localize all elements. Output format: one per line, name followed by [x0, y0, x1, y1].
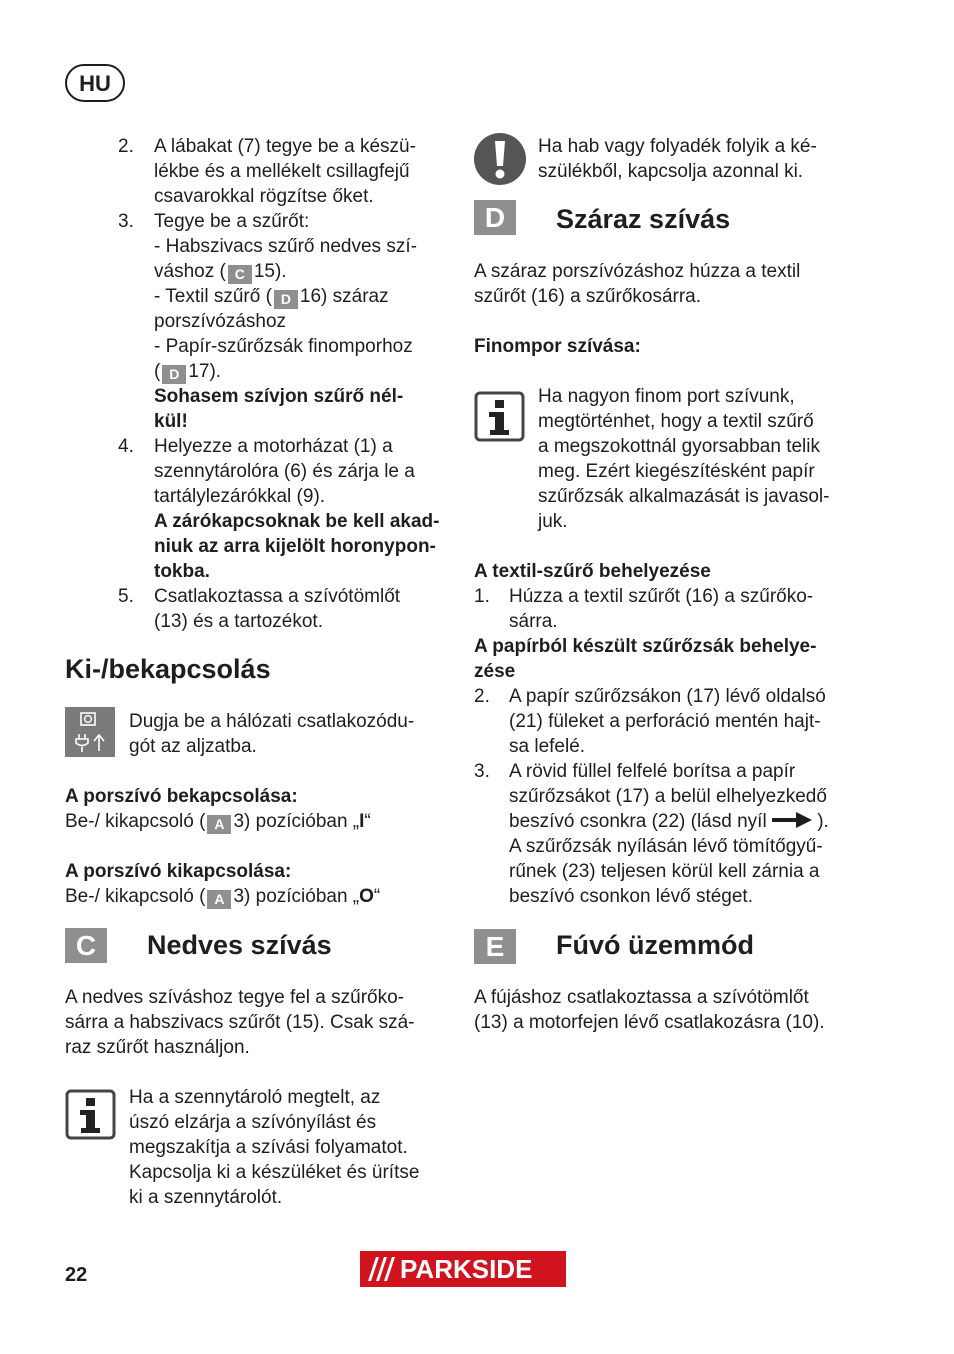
language-badge: HU	[65, 64, 125, 102]
step-text-line	[154, 359, 417, 384]
text-line: meg. Ezért kiegészítésként papír	[538, 461, 815, 482]
note-line: tokba.	[154, 561, 210, 582]
text-line: sárra a habszivacs szűrőt (15). Csak szá-	[65, 1012, 415, 1033]
text-fragment: Be-/ kikapcsoló (	[65, 886, 206, 907]
step-text-line: (13) és a tartozékot.	[154, 611, 323, 632]
step-number: 5.	[118, 586, 134, 607]
brand-name: PARKSIDE	[400, 1253, 533, 1284]
figure-tag: D	[162, 365, 186, 384]
text-line: juk.	[538, 511, 568, 532]
dry-info	[538, 384, 829, 534]
section-title-dry: Száraz szívás	[556, 204, 731, 234]
step-text-line: csavarokkal rögzítse őket.	[154, 186, 374, 207]
blow-text	[474, 985, 825, 1035]
section-title-onoff: Ki-/bekapcsolás	[65, 654, 271, 684]
subheading-textile-filter: A textil-szűrő behelyezése	[474, 561, 711, 582]
subheading-paper-bag	[474, 634, 816, 684]
text-line: Dugja be a hálózati csatlakozódu-	[129, 711, 415, 732]
step-text-line: sárra.	[509, 611, 558, 632]
info-icon	[65, 1089, 116, 1140]
text-fragment: 3) pozícióban „	[233, 886, 360, 907]
text-line: szűrőzsák alkalmazását is javasol-	[538, 486, 830, 507]
text-line: Ha hab vagy folyadék folyik a ké-	[538, 136, 817, 157]
step-number: 2.	[118, 136, 134, 157]
brand-logo	[360, 1251, 566, 1287]
logo-stripes-icon	[360, 1251, 398, 1287]
text-line: a megszokottnál gyorsabban telik	[538, 436, 820, 457]
info-icon	[474, 391, 525, 442]
step-text-line: A lábakat (7) tegye be a készü-	[154, 136, 416, 157]
dry-text	[474, 259, 800, 309]
step-text-line: Helyezze a motorházat (1) a	[154, 436, 393, 457]
text-fragment: (	[154, 361, 161, 382]
step-number: 4.	[118, 436, 134, 457]
step-text-line: A rövid füllel felfelé borítsa a papír	[509, 761, 796, 782]
text-fragment: “	[364, 811, 371, 832]
text-fragment: ).	[817, 811, 829, 832]
step-text-line: Húzza a textil szűrőt (16) a szűrőko-	[509, 586, 814, 607]
step-number: 3.	[118, 211, 134, 232]
text-line: gót az aljzatba.	[129, 736, 257, 757]
text-line: Kapcsolja ki a készüléket és ürítse	[129, 1162, 420, 1183]
step-text-line	[154, 259, 417, 284]
step-text-line: A szűrőzsák nyílásán lévő tömítőgyű-	[509, 836, 823, 857]
text-line: úszó elzárja a szívónyílást és	[129, 1112, 377, 1133]
text-fragment: - Textil szűrő (	[154, 286, 272, 307]
text-fragment: 3) pozícióban „	[233, 811, 360, 832]
text-line: megtörténhet, hogy a textil szűrő	[538, 411, 814, 432]
step-text-line: - Habszivacs szűrő nedves szí-	[154, 236, 417, 257]
warning-line: Sohasem szívjon szűrő nél-	[154, 386, 404, 407]
section-title-wet: Nedves szívás	[147, 930, 332, 960]
step-text-line: sa lefelé.	[509, 736, 586, 757]
step-text-line: - Papír-szűrőzsák finomporhoz	[154, 336, 413, 357]
step-text-line: tartálylezárókkal (9).	[154, 486, 326, 507]
subheading: A porszívó kikapcsolása:	[65, 861, 292, 882]
step-text-line: Tegye be a szűrőt:	[154, 211, 310, 232]
figure-tag: D	[274, 290, 298, 309]
text-fragment: 15).	[253, 261, 287, 282]
section-letter-d: D	[474, 200, 516, 235]
plug-instruction	[129, 709, 414, 759]
section-letter-e: E	[474, 929, 516, 964]
text-line: raz szűrőt használjon.	[65, 1037, 250, 1058]
text-line: A nedves szíváshoz tegye fel a szűrőko-	[65, 987, 405, 1008]
text-line: szülékből, kapcsolja azonnal ki.	[538, 161, 804, 182]
text-line: Ha nagyon finom port szívunk,	[538, 386, 795, 407]
text-fragment: beszívó csonkra (22) (lásd nyíl	[509, 811, 767, 832]
switch-position: O	[359, 886, 374, 907]
step-number: 1.	[474, 586, 490, 607]
figure-tag: A	[207, 890, 231, 909]
switch-on-block	[65, 784, 371, 834]
step-text-line: rűnek (23) teljesen körül kell zárnia a	[509, 861, 820, 882]
text-fragment: Be-/ kikapcsoló (	[65, 811, 206, 832]
step-text-line: (21) füleket a perforáció mentén hajt-	[509, 711, 821, 732]
warning-text	[538, 134, 817, 184]
text-fragment: váshoz (	[154, 261, 226, 282]
warning-line: kül!	[154, 411, 188, 432]
note-line: A zárókapcsoknak be kell akad-	[154, 511, 440, 532]
warning-icon	[473, 132, 527, 186]
text-line: A fújáshoz csatlakoztassa a szívótömlőt	[474, 987, 809, 1008]
plug-icon	[65, 707, 115, 757]
text-line: (13) a motorfejen lévő csatlakozásra (10).	[474, 1012, 825, 1033]
wet-info	[129, 1085, 419, 1210]
page-number: 22	[65, 1264, 88, 1286]
note-line: niuk az arra kijelölt horonypon-	[154, 536, 436, 557]
text-line	[65, 884, 380, 909]
text-line: ki a szennytárolót.	[129, 1187, 283, 1208]
text-fragment: 17).	[188, 361, 222, 382]
figure-tag: A	[207, 815, 231, 834]
subheading-fine-dust: Finompor szívása:	[474, 336, 641, 357]
step-text-line: szűrőzsákot (17) a belül elhelyezkedő	[509, 786, 827, 807]
switch-position: I	[359, 811, 365, 832]
wet-text	[65, 985, 415, 1060]
step-text-line: Csatlakoztassa a szívótömlőt	[154, 586, 401, 607]
text-fragment: 16) száraz	[299, 286, 389, 307]
step-number: 3.	[474, 761, 490, 782]
subheading-line: A papírból készült szűrőzsák behelye-	[474, 636, 817, 657]
step-text-line: szennytárolóra (6) és zárja le a	[154, 461, 415, 482]
step-text-line: lékbe és a mellékelt csillagfejű	[154, 161, 410, 182]
step-text-line: porszívózáshoz	[154, 311, 287, 332]
step-text-line	[509, 809, 829, 834]
text-line: A száraz porszívózáshoz húzza a textil	[474, 261, 801, 282]
text-fragment: “	[373, 886, 381, 907]
figure-tag: C	[228, 265, 252, 284]
step-number: 2.	[474, 686, 490, 707]
text-line	[65, 809, 371, 834]
text-line: szűrőt (16) a szűrőkosárra.	[474, 286, 702, 307]
subheading-line: zése	[474, 661, 516, 682]
section-letter-c: C	[65, 928, 107, 963]
text-line: Ha a szennytároló megtelt, az	[129, 1087, 381, 1108]
text-line: megszakítja a szívási folyamatot.	[129, 1137, 408, 1158]
step-text-line: beszívó csonkon lévő stéget.	[509, 886, 753, 907]
section-title-blow: Fúvó üzemmód	[556, 930, 755, 960]
subheading: A porszívó bekapcsolása:	[65, 786, 298, 807]
switch-off-block	[65, 859, 380, 909]
step-text-line	[154, 284, 417, 309]
arrow-right-icon	[772, 810, 812, 835]
step-text-line: A papír szűrőzsákon (17) lévő oldalsó	[509, 686, 826, 707]
